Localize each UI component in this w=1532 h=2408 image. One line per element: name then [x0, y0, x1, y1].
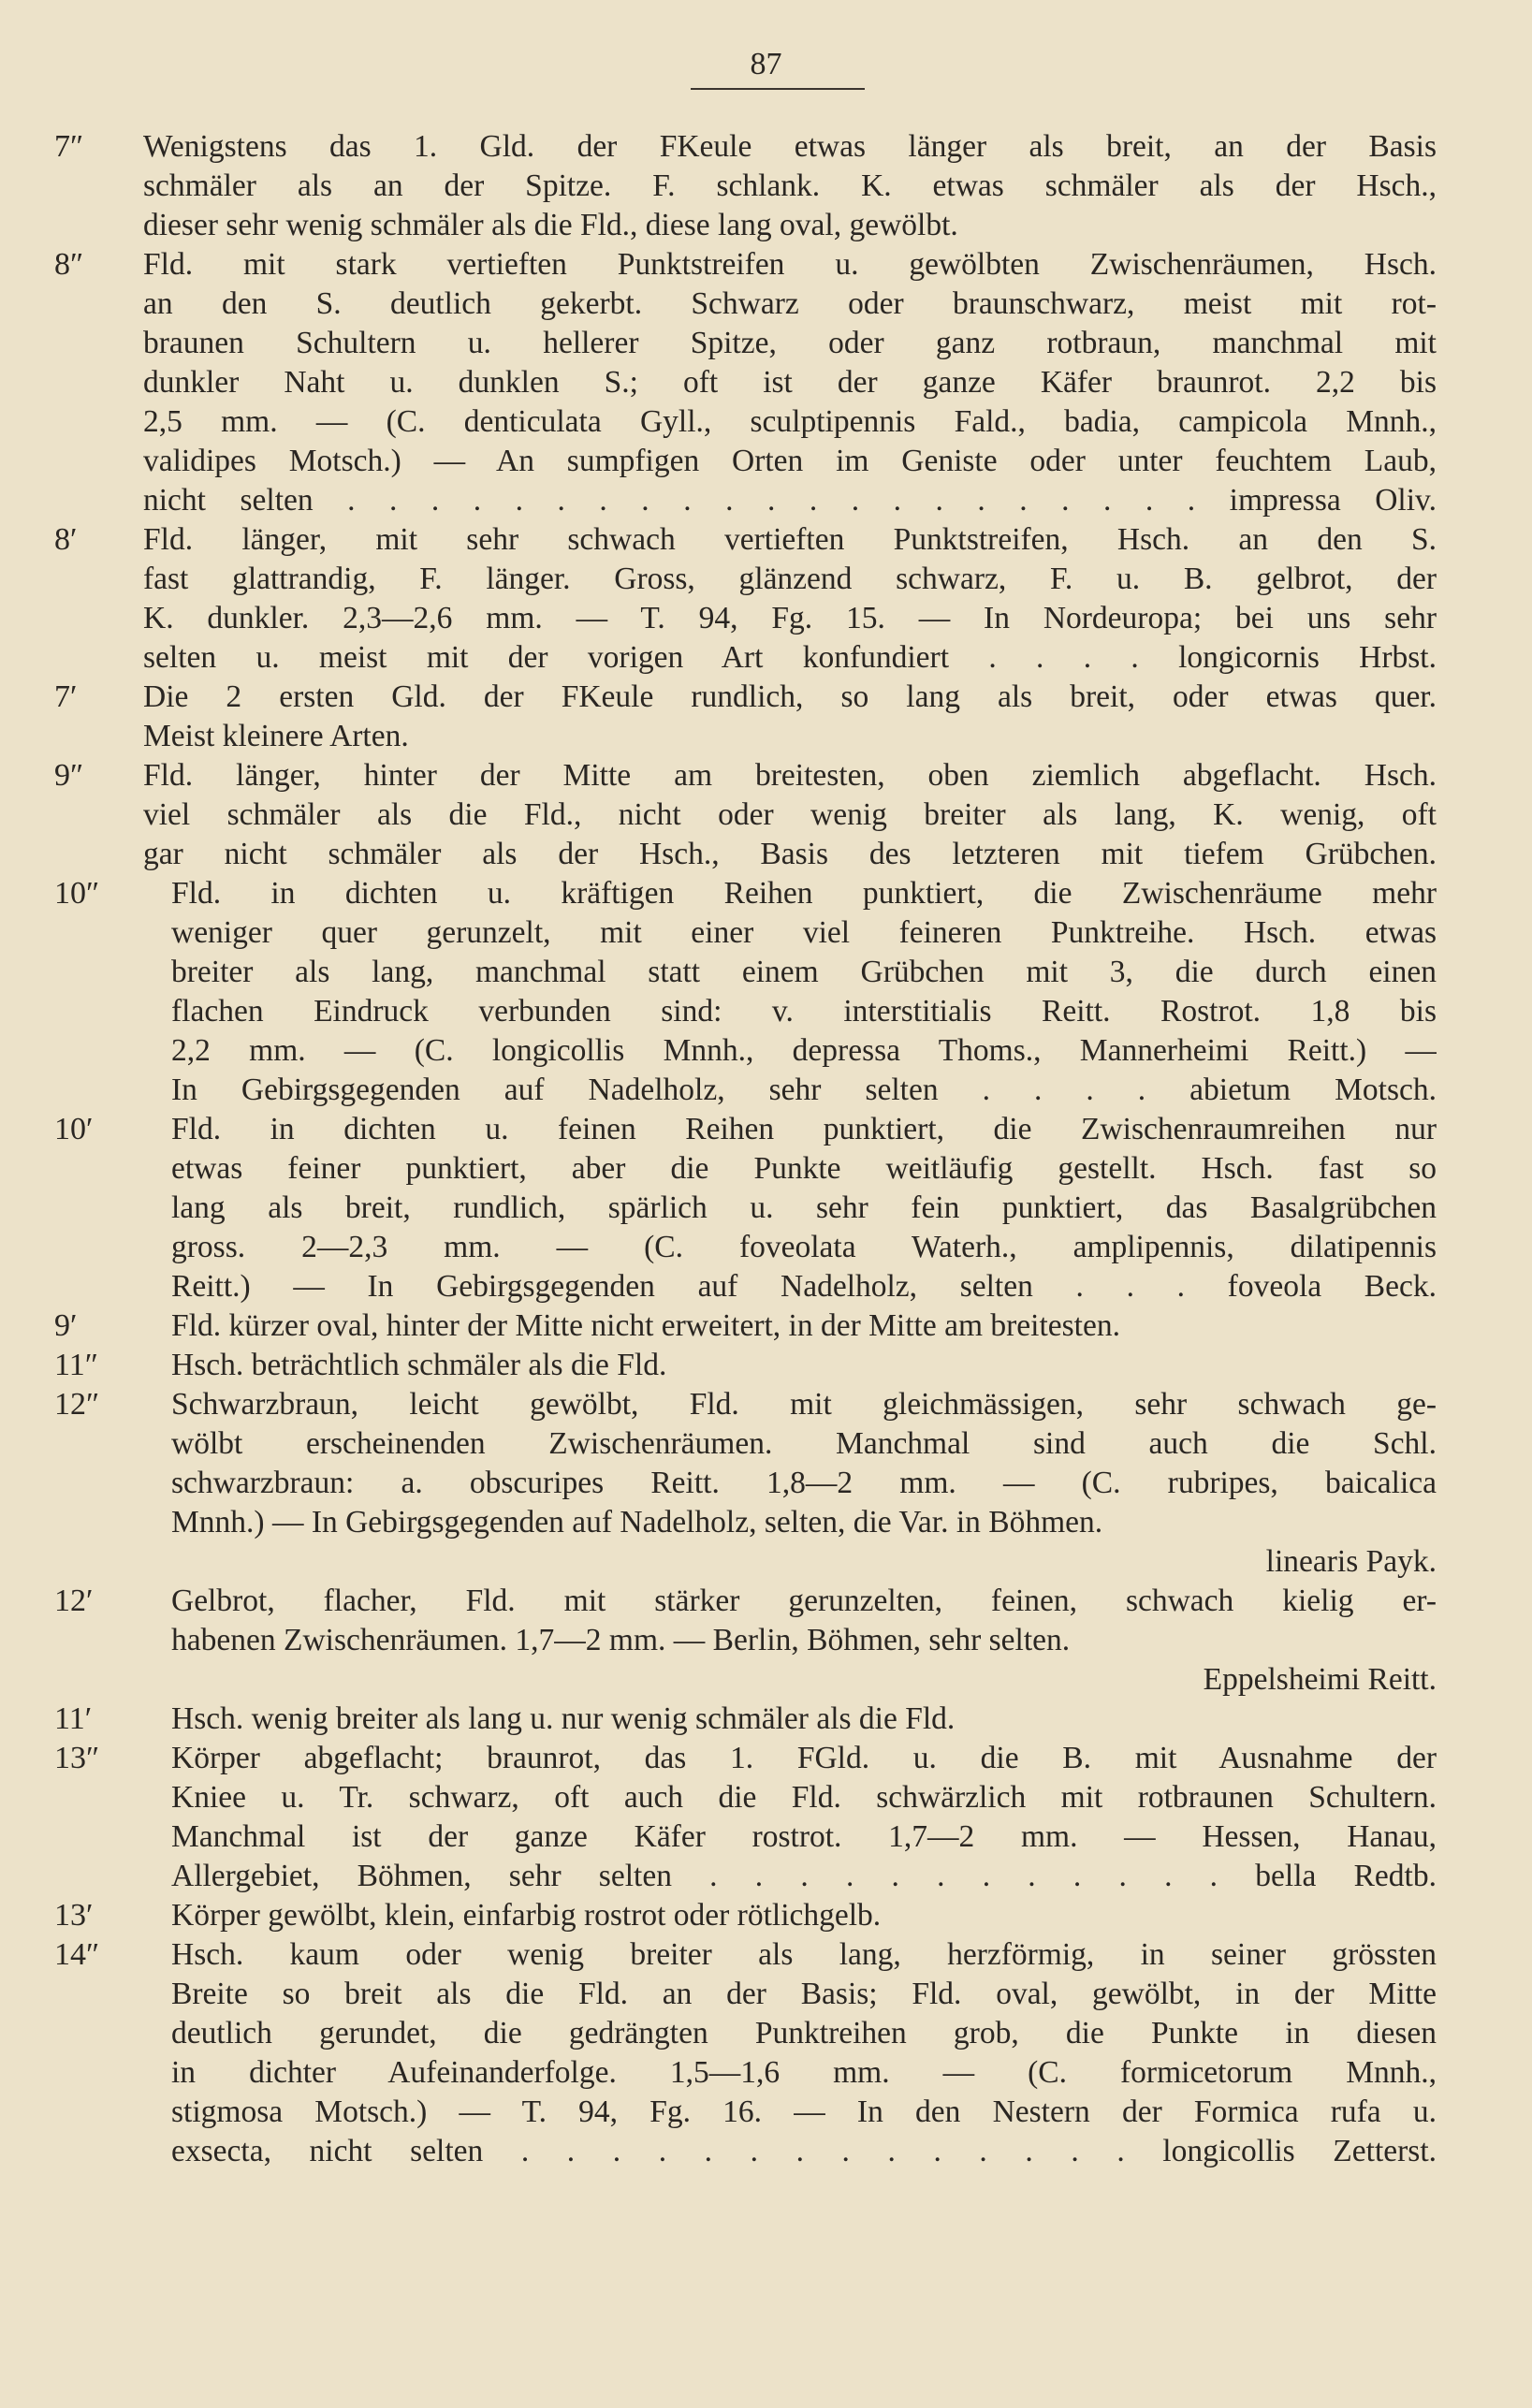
text-line: Mnnh.) — In Gebirgsgegenden auf Nadelholz, selten, die Var. in Böhmen. — [171, 1505, 1103, 1540]
key-entry — [0, 1306, 1532, 1346]
text-line: flachen Eindruck verbunden sind: v. interstitialis Reitt. Rostrot. 1,8 bis — [171, 994, 1437, 1029]
key-entry — [0, 678, 1532, 756]
couplet-number: 9′ — [54, 1308, 78, 1343]
text-line: Schwarzbraun, leicht gewölbt, Fld. mit gleichmässigen, sehr schwach ge- — [171, 1387, 1437, 1422]
key-entry — [0, 756, 1532, 874]
key-entry — [0, 1896, 1532, 1935]
key-entry — [0, 1739, 1532, 1896]
couplet-number: 7″ — [54, 129, 84, 164]
text-line: gross. 2—2,3 mm. — (C. foveolata Waterh., amplipennis, dilatipennis — [171, 1230, 1437, 1264]
text-line: Meist kleinere Arten. — [143, 719, 409, 753]
couplet-number: 11′ — [54, 1701, 93, 1736]
text-line: dieser sehr wenig schmäler als die Fld., diese lang oval, gewölbt. — [143, 208, 958, 242]
text-line: Kniee u. Tr. schwarz, oft auch die Fld. schwärzlich mit rotbraunen Schultern. — [171, 1780, 1437, 1815]
couplet-number: 14″ — [54, 1937, 100, 1972]
text-line: Gelbrot, flacher, Fld. mit stärker gerunzelten, feinen, schwach kielig er- — [171, 1583, 1437, 1618]
text-line: Hsch. beträchtlich schmäler als die Fld. — [171, 1348, 667, 1382]
couplet-number: 11″ — [54, 1348, 98, 1382]
text-line: Die 2 ersten Gld. der FKeule rundlich, so lang als breit, oder etwas quer. — [143, 679, 1437, 714]
couplet-number: 10″ — [54, 876, 100, 911]
text-line: validipes Motsch.) — An sumpfigen Orten im Geniste oder unter feuchtem Laub, — [143, 444, 1437, 478]
text-line: wölbt erscheinenden Zwischenräumen. Manchmal sind auch die Schl. — [171, 1426, 1437, 1461]
text-line: breiter als lang, manchmal statt einem Grübchen mit 3, die durch einen — [171, 955, 1437, 989]
key-entry — [0, 874, 1532, 1110]
text-line: Wenigstens das 1. Gld. der FKeule etwas länger als breit, an der Basis — [143, 129, 1437, 164]
text-line: in dichter Aufeinanderfolge. 1,5—1,6 mm. — (C. formicetorum Mnnh., — [171, 2055, 1437, 2090]
couplet-number: 12″ — [54, 1387, 100, 1422]
text-line: Fld. länger, mit sehr schwach vertieften Punktstreifen, Hsch. an den S. — [143, 522, 1437, 557]
key-entry — [0, 245, 1532, 520]
text-line: fast glattrandig, F. länger. Gross, glänzend schwarz, F. u. B. gelbrot, der — [143, 562, 1437, 596]
page-number: 87 — [750, 47, 782, 81]
text-line: 2,2 mm. — (C. longicollis Mnnh., depressa Thoms., Mannerheimi Reitt.) — — [171, 1033, 1437, 1068]
couplet-number: 7′ — [54, 679, 78, 714]
key-entry — [0, 520, 1532, 678]
text-line: etwas feiner punktiert, aber die Punkte weitläufig gestellt. Hsch. fast so — [171, 1151, 1437, 1186]
text-line: stigmosa Motsch.) — T. 94, Fg. 16. — In den Nestern der Formica rufa u. — [171, 2094, 1437, 2129]
key-entry — [0, 1582, 1532, 1700]
text-line: Fld. in dichten u. feinen Reihen punktiert, die Zwischenraumreihen nur — [171, 1112, 1437, 1146]
text-line: Fld. in dichten u. kräftigen Reihen punktiert, die Zwischenräume mehr — [171, 876, 1437, 911]
couplet-number: 8″ — [54, 247, 84, 282]
text-line: braunen Schultern u. hellerer Spitze, oder ganz rotbraun, manchmal mit — [143, 326, 1437, 360]
couplet-number: 13′ — [54, 1898, 94, 1933]
text-line: Körper gewölbt, klein, einfarbig rostrot oder rötlichgelb. — [171, 1898, 882, 1933]
text-line: viel schmäler als die Fld., nicht oder wenig breiter als lang, K. wenig, oft — [143, 797, 1437, 832]
couplet-number: 12′ — [54, 1583, 94, 1618]
text-line: Eppelsheimi Reitt. — [1203, 1662, 1437, 1697]
text-line: deutlich gerundet, die gedrängten Punktreihen grob, die Punkte in diesen — [171, 2016, 1437, 2050]
text-line: Manchmal ist der ganze Käfer rostrot. 1,7—2 mm. — Hessen, Hanau, — [171, 1819, 1437, 1854]
page-number-rule — [691, 88, 865, 90]
key-entry — [0, 127, 1532, 245]
text-line: Fld. mit stark vertieften Punktstreifen u. gewölbten Zwischenräumen, Hsch. — [143, 247, 1437, 282]
key-entry — [0, 1110, 1532, 1306]
text-line: Breite so breit als die Fld. an der Basis; Fld. oval, gewölbt, in der Mitte — [171, 1977, 1437, 2011]
text-line: Allergebiet, Böhmen, sehr selten . . . . . . . . . . . . bella Redtb. — [171, 1859, 1437, 1893]
text-line: Hsch. kaum oder wenig breiter als lang, herzförmig, in seiner grössten — [171, 1937, 1437, 1972]
key-entry — [0, 1935, 1532, 2171]
text-line: Fld. kürzer oval, hinter der Mitte nicht erweitert, in der Mitte am breitesten. — [171, 1308, 1120, 1343]
text-line: lang als breit, rundlich, spärlich u. sehr fein punktiert, das Basalgrübchen — [171, 1190, 1437, 1225]
text-line: linearis Payk. — [1265, 1544, 1437, 1579]
couplet-number: 9″ — [54, 758, 84, 793]
couplet-number: 13″ — [54, 1741, 100, 1775]
text-line: weniger quer gerunzelt, mit einer viel feineren Punktreihe. Hsch. etwas — [171, 915, 1437, 950]
text-line: habenen Zwischenräumen. 1,7—2 mm. — Berlin, Böhmen, sehr selten. — [171, 1623, 1071, 1657]
text-line: an den S. deutlich gekerbt. Schwarz oder braunschwarz, meist mit rot- — [143, 286, 1437, 321]
key-entry — [0, 1385, 1532, 1582]
text-line: K. dunkler. 2,3—2,6 mm. — T. 94, Fg. 15. — In Nordeuropa; bei uns sehr — [143, 601, 1437, 635]
text-line: selten u. meist mit der vorigen Art konfundiert . . . . longicornis Hrbst. — [143, 640, 1437, 675]
couplet-number: 8′ — [54, 522, 78, 557]
key-entry — [0, 1700, 1532, 1739]
text-line: In Gebirgsgegenden auf Nadelholz, sehr selten . . . . abietum Motsch. — [171, 1073, 1437, 1107]
text-line: Fld. länger, hinter der Mitte am breitesten, oben ziemlich abgeflacht. Hsch. — [143, 758, 1437, 793]
couplet-number: 10′ — [54, 1112, 94, 1146]
key-entry — [0, 1346, 1532, 1385]
text-line: schmäler als an der Spitze. F. schlank. K. etwas schmäler als der Hsch., — [143, 168, 1437, 203]
text-line: nicht selten . . . . . . . . . . . . . . . . . . . . . impressa Oliv. — [143, 483, 1437, 518]
text-line: Hsch. wenig breiter als lang u. nur wenig schmäler als die Fld. — [171, 1701, 956, 1736]
text-line: 2,5 mm. — (C. denticulata Gyll., sculptipennis Fald., badia, campicola Mnnh., — [143, 404, 1437, 439]
text-line: Reitt.) — In Gebirgsgegenden auf Nadelholz, selten . . . foveola Beck. — [171, 1269, 1437, 1304]
text-line: exsecta, nicht selten . . . . . . . . . . . . . . longicollis Zetterst. — [171, 2134, 1437, 2168]
text-line: gar nicht schmäler als der Hsch., Basis des letzteren mit tiefem Grübchen. — [143, 837, 1437, 871]
text-line: schwarzbraun: a. obscuripes Reitt. 1,8—2 mm. — (C. rubripes, baicalica — [171, 1466, 1437, 1500]
text-line: dunkler Naht u. dunklen S.; oft ist der ganze Käfer braunrot. 2,2 bis — [143, 365, 1437, 400]
key-entries — [0, 127, 1532, 2171]
text-line: Körper abgeflacht; braunrot, das 1. FGld. u. die B. mit Ausnahme der — [171, 1741, 1437, 1775]
